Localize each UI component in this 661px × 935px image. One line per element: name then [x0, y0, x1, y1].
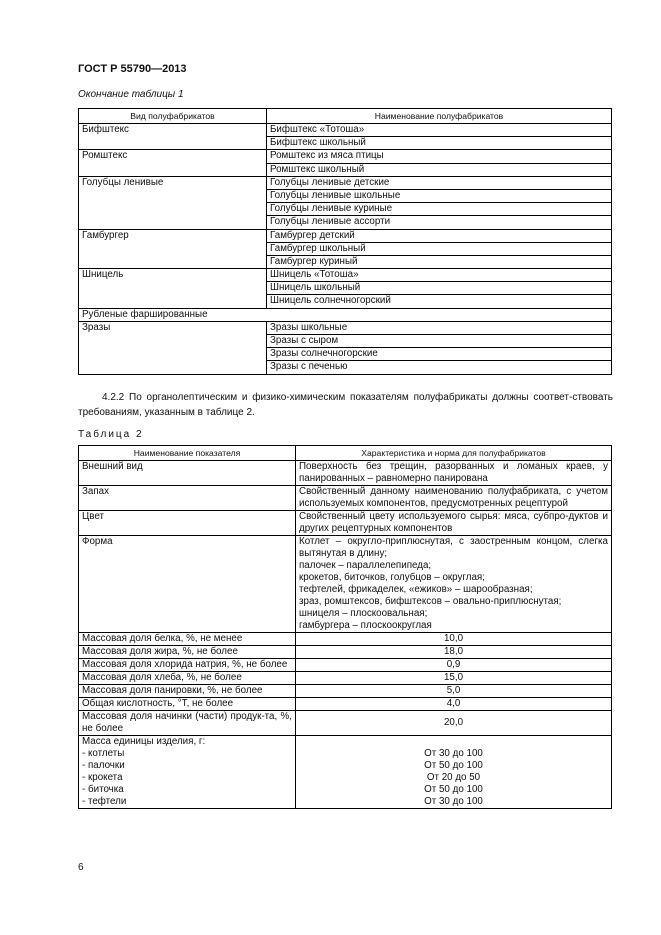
product-name-cell: Зразы с печенью: [267, 361, 612, 374]
table-row: [79, 646, 612, 659]
row-name: Запах: [79, 486, 296, 511]
table-row: [79, 711, 612, 736]
row-value: 10,0: [296, 633, 612, 646]
row-value: 20,0: [296, 711, 612, 736]
product-name-cell: Зразы с сыром: [267, 335, 612, 348]
mass-heading: Масса единицы изделия, г:: [82, 736, 206, 747]
document-code: ГОСТ Р 55790—2013: [78, 63, 187, 75]
table-row: [79, 511, 612, 536]
table-row: [79, 321, 612, 334]
row-name: Форма: [79, 536, 296, 633]
mass-value: От 30 до 100: [424, 748, 483, 759]
shape-line: тефтелей, фрикаделек, «ежиков» – шарообразная;: [299, 584, 533, 595]
table-row: [79, 308, 612, 321]
product-name-cell: Шницель солнечногорский: [267, 295, 612, 308]
table1-body: [79, 124, 612, 375]
row-value: [296, 736, 612, 809]
row-name: Массовая доля начинки (части) продук-та, %, не более: [79, 711, 296, 736]
table-row: [79, 150, 612, 163]
product-name-cell: Бифштекс «Тотоша»: [267, 124, 612, 137]
product-name-cell: Шницель школьный: [267, 282, 612, 295]
row-value: 15,0: [296, 672, 612, 685]
mass-label: - палочки: [82, 760, 125, 771]
product-type-cell: Ромштекс: [79, 150, 267, 176]
table-row: [79, 536, 612, 633]
product-type-cell: Шницель: [79, 269, 267, 309]
table1-header-type: Вид полуфабрикатов: [79, 109, 267, 124]
table-row: [79, 736, 612, 809]
product-name-cell: Зразы школьные: [267, 321, 612, 334]
row-value: 18,0: [296, 646, 612, 659]
table-row: [79, 269, 612, 282]
product-name-cell: Ромштекс школьный: [267, 163, 612, 176]
product-type-cell: Бифштекс: [79, 124, 267, 150]
row-name: [79, 736, 296, 809]
product-type-cell: Рубленые фаршированные: [79, 308, 612, 321]
row-name: Массовая доля белка, %, не менее: [79, 633, 296, 646]
product-type-cell: Гамбургер: [79, 229, 267, 269]
row-value: 0,9: [296, 659, 612, 672]
row-name: Массовая доля жира, %, не более: [79, 646, 296, 659]
table-row: [79, 698, 612, 711]
product-name-cell: Шницель «Тотоша»: [267, 269, 612, 282]
mass-value: От 20 до 50: [426, 772, 481, 783]
shape-line: Котлет – округло-приплюснутая, с заостренным концом, слегка вытянутая в длину;: [299, 536, 608, 559]
shape-line: гамбургера – плоскоокруглая: [299, 620, 432, 631]
table-row: [79, 486, 612, 511]
mass-label: - тефтели: [82, 796, 127, 807]
product-name-cell: Гамбургер детский: [267, 229, 612, 242]
table-row: [79, 124, 612, 137]
row-value: Свойственный данному наименованию полуфабриката, с учетом используемых компонентов, предусмотренных рецептурой: [296, 486, 612, 511]
page-number: 6: [78, 862, 84, 873]
product-name-cell: Гамбургер куриный: [267, 255, 612, 268]
row-name: Цвет: [79, 511, 296, 536]
table1-caption: Окончание таблицы 1: [78, 89, 184, 100]
row-value: Поверхность без трещин, разорванных и ломаных краев, у панированных – равномерно панирована: [296, 461, 612, 486]
table2: [78, 445, 612, 809]
table2-caption: Таблица 2: [78, 429, 144, 440]
mass-label: - крокета: [82, 772, 123, 783]
mass-value: От 30 до 100: [424, 796, 483, 807]
table-row: [79, 461, 612, 486]
table-row: [79, 229, 612, 242]
product-name-cell: Ромштекс из мяса птицы: [267, 150, 612, 163]
shape-line: крокетов, биточков, голубцов – округлая;: [299, 572, 485, 583]
product-name-cell: Голубцы ленивые школьные: [267, 189, 612, 202]
row-value: 5,0: [296, 685, 612, 698]
shape-line: палочек – параллелепипеда;: [299, 560, 432, 571]
table-row: [79, 685, 612, 698]
product-name-cell: Голубцы ленивые ассорти: [267, 216, 612, 229]
row-value: [296, 536, 612, 633]
table1: [78, 108, 612, 375]
product-name-cell: Зразы солнечногорские: [267, 348, 612, 361]
mass-value: От 50 до 100: [424, 760, 483, 771]
row-name: Общая кислотность, °Т, не более: [79, 698, 296, 711]
paragraph-4-2-2: 4.2.2 По органолептическим и физико-химическим показателям полуфабрикаты должны соответ-ствовать требованиям, указанным в таблице 2.: [78, 392, 613, 418]
product-name-cell: Бифштекс школьный: [267, 137, 612, 150]
mass-value: От 50 до 100: [424, 784, 483, 795]
product-name-cell: Голубцы ленивые куриные: [267, 203, 612, 216]
table2-header-indicator: Наименование показателя: [79, 446, 296, 461]
product-type-cell: Зразы: [79, 321, 267, 374]
table-row: [79, 633, 612, 646]
row-value: Свойственный цвету используемого сырья: мяса, субпро-дуктов и других рецептурных компонентов: [296, 511, 612, 536]
row-name: Массовая доля панировки, %, не более: [79, 685, 296, 698]
row-name: Массовая доля хлеба, %, не более: [79, 672, 296, 685]
shape-line: шницеля – плоскоовальная;: [299, 608, 428, 619]
table-row: [79, 672, 612, 685]
table-row: [79, 176, 612, 189]
table2-header-norm: Характеристика и норма для полуфабрикатов: [296, 446, 612, 461]
mass-label: - котлеты: [82, 748, 125, 759]
mass-label: - биточка: [82, 784, 124, 795]
product-name-cell: Гамбургер школьный: [267, 242, 612, 255]
row-name: Массовая доля хлорида натрия, %, не более: [79, 659, 296, 672]
product-type-cell: Голубцы ленивые: [79, 176, 267, 229]
product-name-cell: Голубцы ленивые детские: [267, 176, 612, 189]
row-name: Внешний вид: [79, 461, 296, 486]
row-value: 4,0: [296, 698, 612, 711]
shape-line: зраз, ромштексов, бифштексов – овально-приплюснутая;: [299, 596, 562, 607]
table1-header-name: Наименование полуфабрикатов: [267, 109, 612, 124]
table-row: [79, 659, 612, 672]
